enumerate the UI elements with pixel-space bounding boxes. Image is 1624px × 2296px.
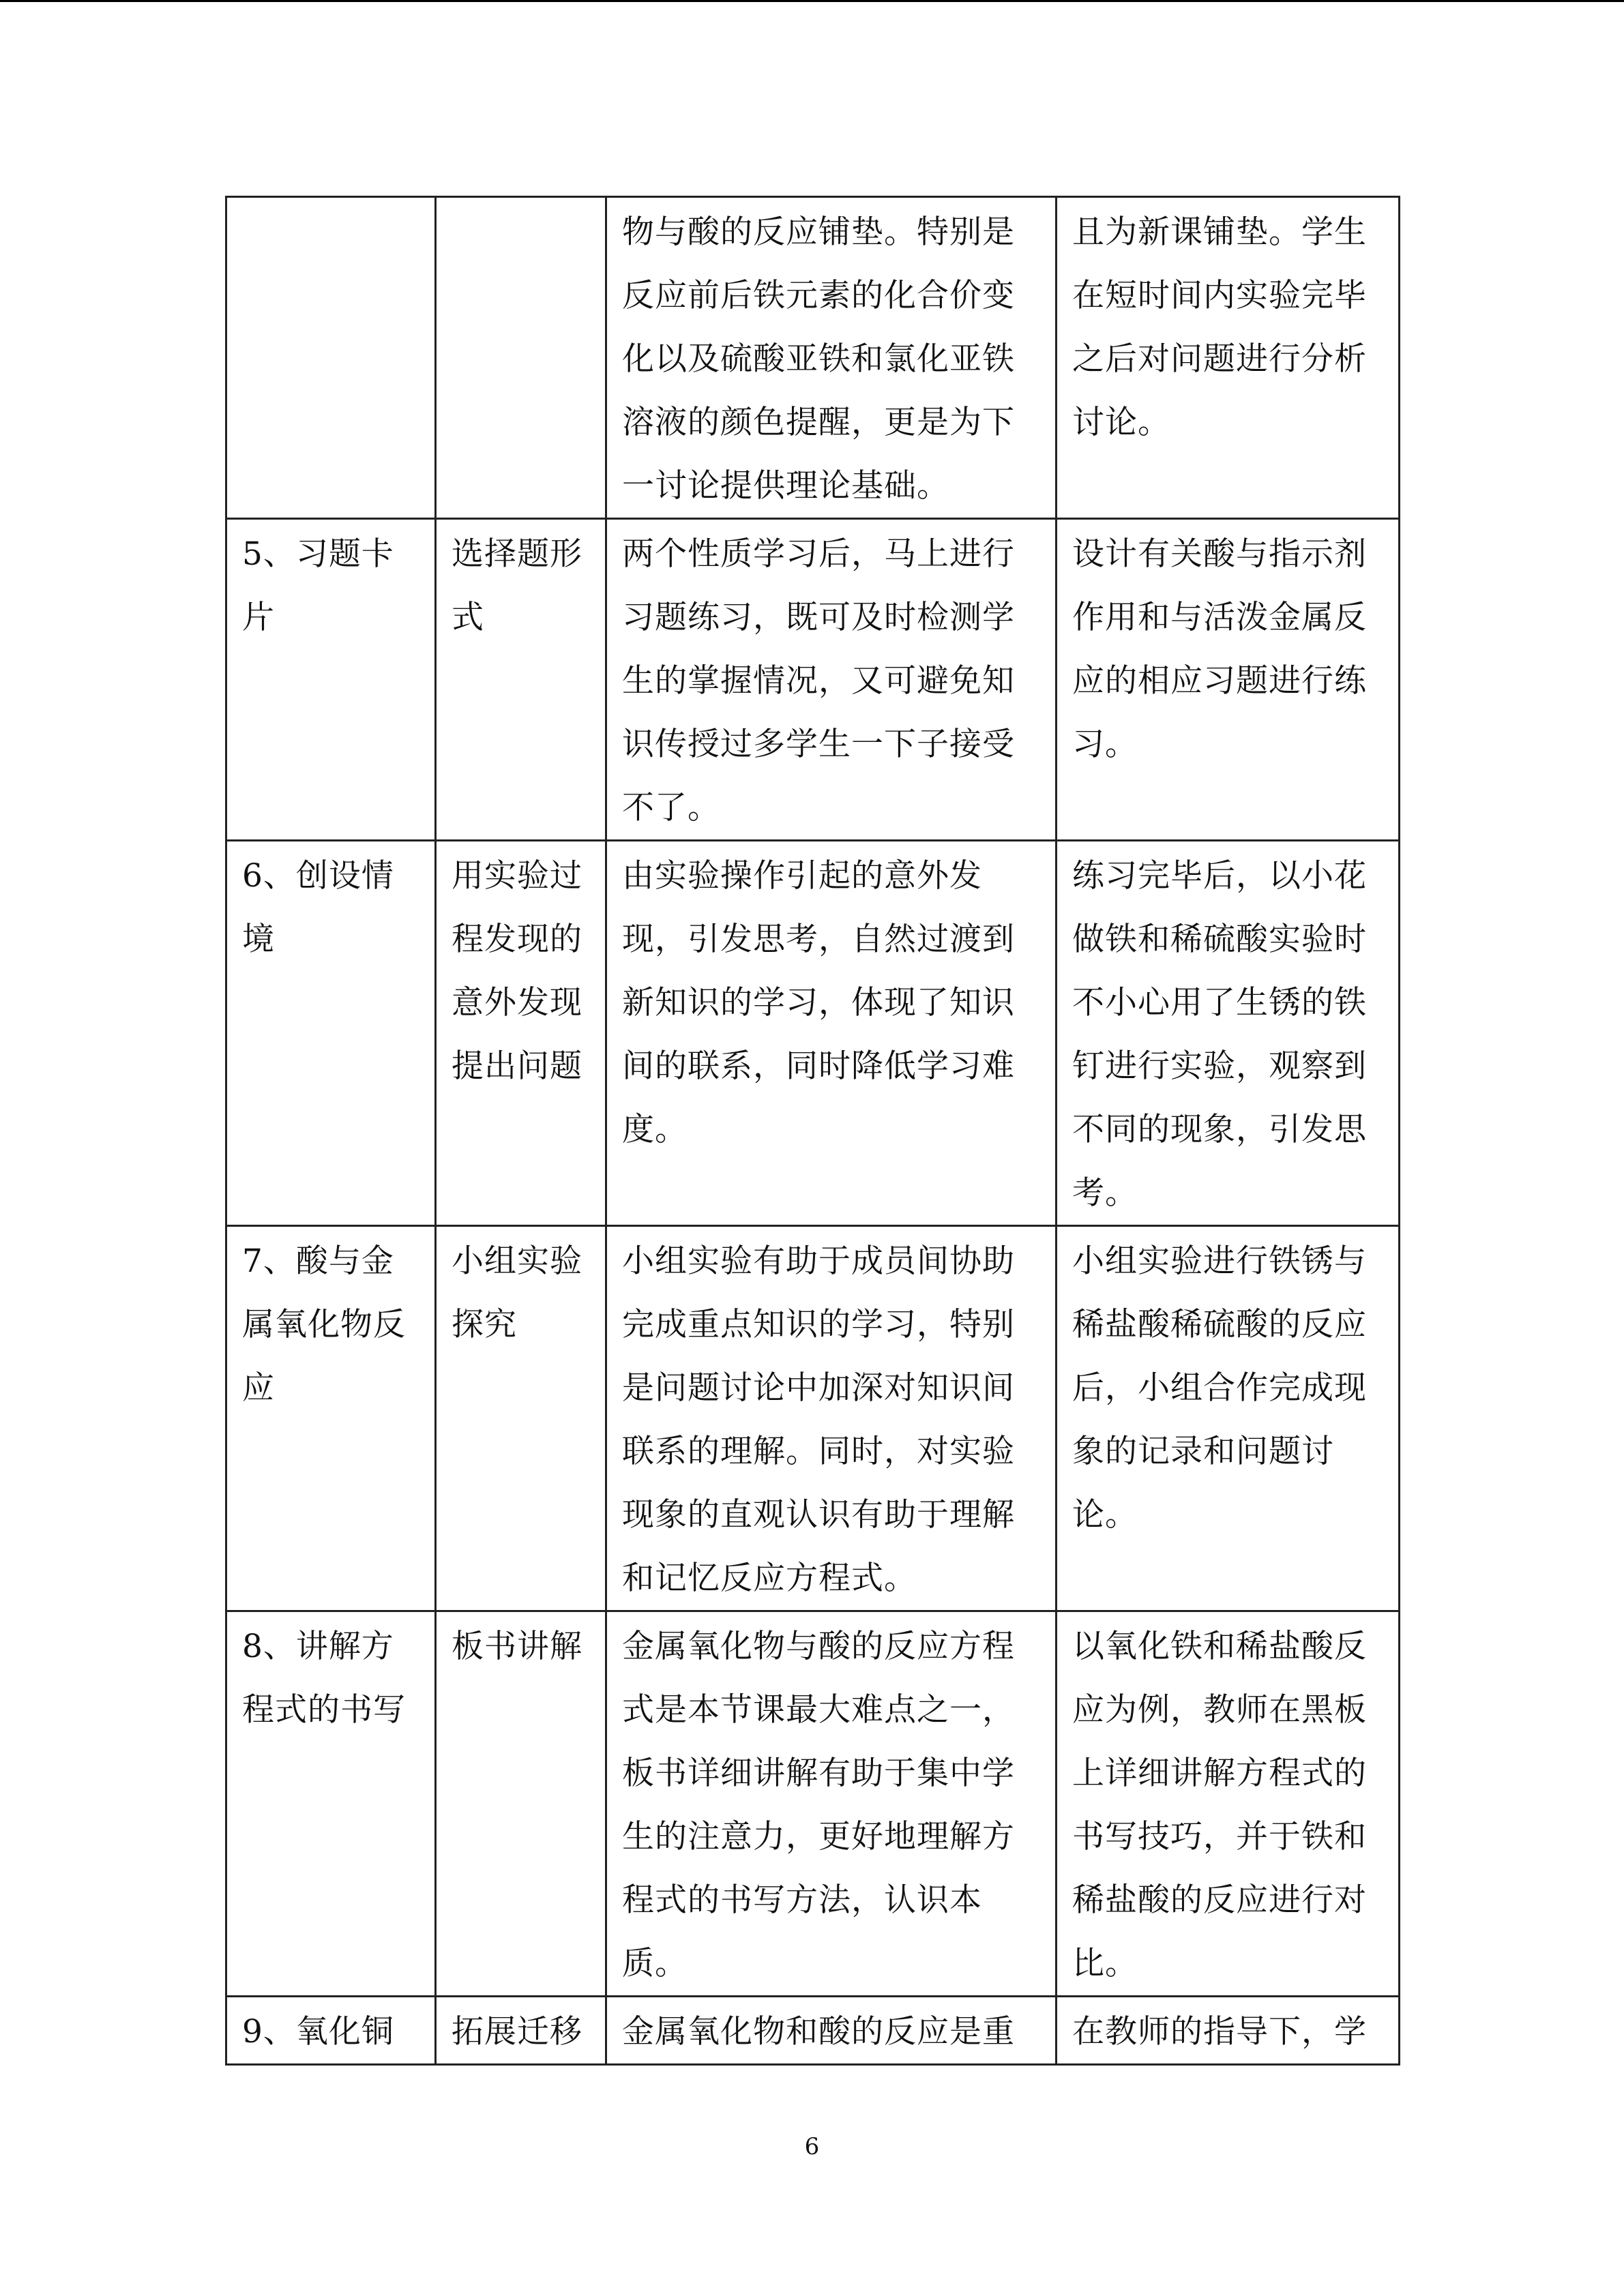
description-cell: 练习完毕后，以小花做铁和稀硫酸实验时不小心用了生锈的铁钉进行实验，观察到不同的现象，引发思考。: [1057, 841, 1400, 1226]
purpose-cell: 物与酸的反应铺垫。特别是反应前后铁元素的化合价变化以及硫酸亚铁和氯化亚铁溶液的颜色提醒，更是为下一讨论提供理论基础。: [606, 197, 1057, 519]
method-cell: 板书讲解: [436, 1611, 606, 1997]
step-cell: 6、创设情境: [226, 841, 436, 1226]
description-cell: 小组实验进行铁锈与稀盐酸稀硫酸的反应后，小组合作完成现象的记录和问题讨论。: [1057, 1226, 1400, 1611]
teaching-design-table: [225, 196, 1400, 2066]
top-border-line: [0, 0, 1624, 2]
method-cell: 拓展迁移: [436, 1997, 606, 2065]
page-number: 6: [804, 2133, 820, 2160]
table-row: [226, 197, 1400, 519]
method-cell: [436, 197, 606, 519]
step-cell: 9、氧化铜: [226, 1997, 436, 2065]
purpose-cell: 金属氧化物和酸的反应是重: [606, 1997, 1057, 2065]
purpose-cell: 由实验操作引起的意外发现，引发思考，自然过渡到新知识的学习，体现了知识间的联系，同时降低学习难度。: [606, 841, 1057, 1226]
description-cell: 设计有关酸与指示剂作用和与活泼金属反应的相应习题进行练习。: [1057, 519, 1400, 841]
purpose-cell: 金属氧化物与酸的反应方程式是本节课最大难点之一，板书详细讲解有助于集中学生的注意力，更好地理解方程式的书写方法，认识本质。: [606, 1611, 1057, 1997]
method-cell: 小组实验探究: [436, 1226, 606, 1611]
purpose-cell: 小组实验有助于成员间协助完成重点知识的学习，特别是问题讨论中加深对知识间联系的理解。同时，对实验现象的直观认识有助于理解和记忆反应方程式。: [606, 1226, 1057, 1611]
description-cell: 在教师的指导下，学: [1057, 1997, 1400, 2065]
step-cell: 8、讲解方程式的书写: [226, 1611, 436, 1997]
step-cell: [226, 197, 436, 519]
step-cell: 5、习题卡片: [226, 519, 436, 841]
method-cell: 选择题形式: [436, 519, 606, 841]
method-cell: 用实验过程发现的意外发现提出问题: [436, 841, 606, 1226]
table-row: [226, 841, 1400, 1226]
purpose-cell: 两个性质学习后，马上进行习题练习，既可及时检测学生的掌握情况，又可避免知识传授过多学生一下子接受不了。: [606, 519, 1057, 841]
table-row: [226, 1226, 1400, 1611]
table-row: [226, 1611, 1400, 1997]
description-cell: 以氧化铁和稀盐酸反应为例，教师在黑板上详细讲解方程式的书写技巧，并于铁和稀盐酸的反应进行对比。: [1057, 1611, 1400, 1997]
description-cell: 且为新课铺垫。学生在短时间内实验完毕之后对问题进行分析讨论。: [1057, 197, 1400, 519]
table-row: [226, 1997, 1400, 2065]
step-cell: 7、酸与金属氧化物反应: [226, 1226, 436, 1611]
table-row: [226, 519, 1400, 841]
